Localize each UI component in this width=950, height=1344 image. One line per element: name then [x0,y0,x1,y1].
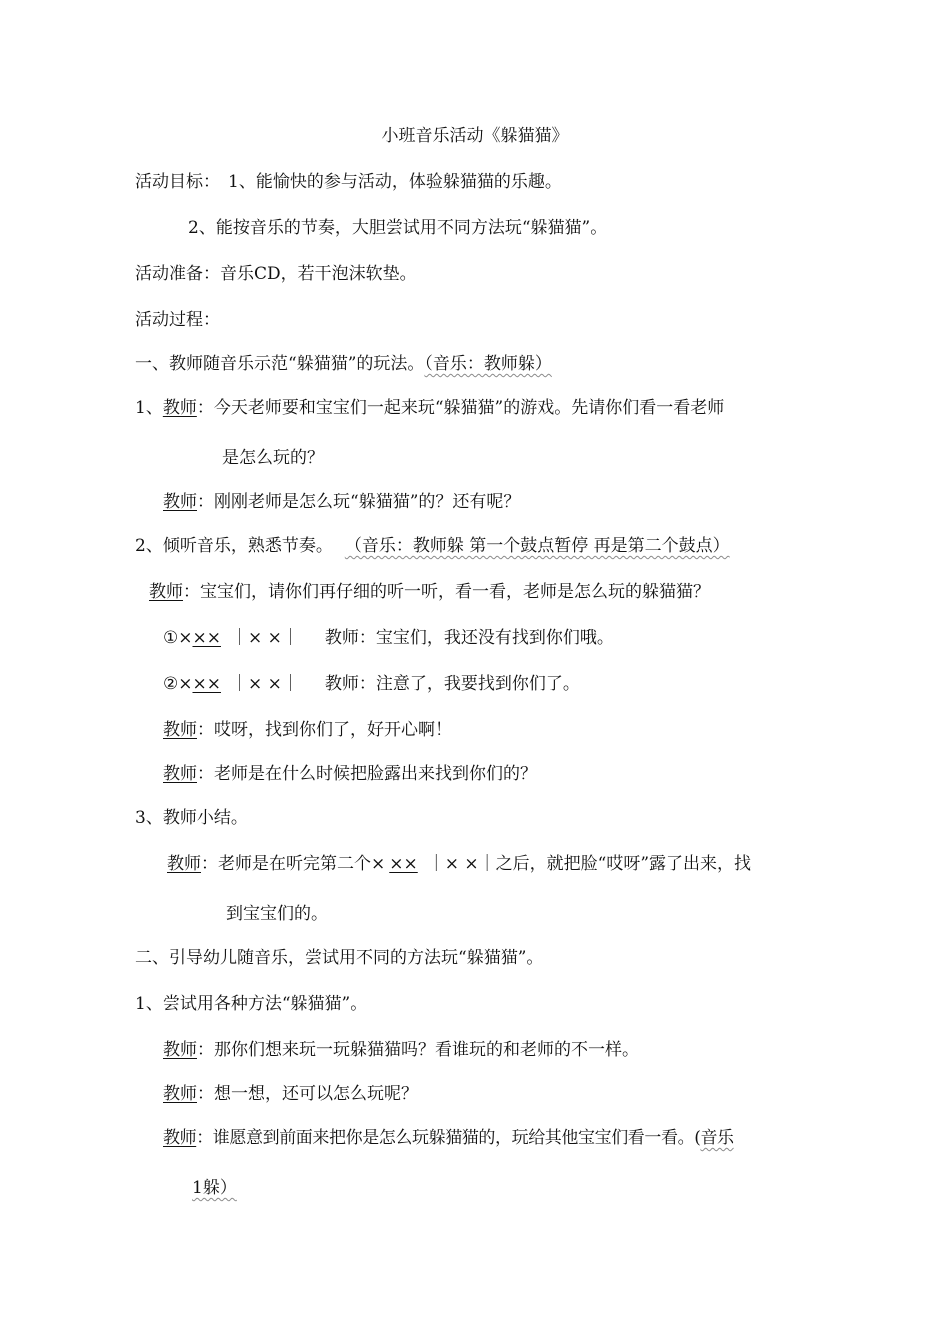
teacher-line-4 [163,718,452,742]
step1-text: ：今天老师要和宝宝们一起来玩“躲猫猫”的游戏。先请你们看一看老师 [196,398,725,418]
rhythm-double-beat: ×× [192,628,221,648]
rhythm-line-2 [163,672,580,696]
teacher-label: 教师 [163,1084,197,1104]
prep-label: 活动准备： [135,264,220,284]
teacher-line-8 [163,1126,734,1150]
teacher-line-2 [163,490,520,514]
rhythm-double-beat: ×× [192,674,221,694]
step1-prefix: 1、 [135,398,163,418]
rhythm-teacher-1: 教师：宝宝们，我还没有找到你们哦。 [324,628,614,648]
teacher-line-3-text: ：宝宝们，请你们再仔细的听一听，看一看，老师是怎么玩的躲猫猫？ [183,582,710,602]
rhythm-teacher-2: 教师：注意了，我要找到你们了。 [324,674,580,694]
page-title: 小班音乐活动《躲猫猫》 [381,126,569,146]
summary-text-a: ：老师是在听完第二个× [201,854,386,874]
teacher-line-5-text: ：老师是在什么时候把脸露出来找到你们的？ [197,764,537,784]
goal-item-2: 2、能按音乐的节奏，大胆尝试用不同方法玩“躲猫猫”。 [188,218,608,238]
line8-music-note: 音乐 [700,1128,734,1148]
rhythm-rest: ｜× ×｜ [230,628,299,648]
teacher-label: 教师 [163,720,197,740]
teacher-label: 教师 [162,398,197,418]
teacher-line-5 [163,762,537,786]
step2-music-note: （音乐：教师躲 第一个鼓点暂停 再是第二个鼓点） [344,536,730,556]
teacher-line-4-text: ：哎呀，找到你们了，好开心啊！ [197,720,452,740]
process-label: 活动过程： [135,310,220,330]
prep-text: 音乐CD，若干泡沫软垫。 [220,264,417,284]
summary-text-b: ｜× ×｜之后，就把脸“哎呀”露了出来，找 [427,854,752,874]
step1-line [135,396,724,420]
teacher-label: 教师 [149,582,183,602]
part2-step1: 1、尝试用各种方法“躲猫猫”。 [135,994,368,1014]
teacher-line-7 [163,1082,418,1106]
rhythm-mark-2: ②× [163,674,193,694]
teacher-line-3 [149,580,710,604]
teacher-label: 教师 [167,854,201,874]
part1-heading: 一、教师随音乐示范“躲猫猫”的玩法。 [135,354,425,374]
step3-line: 3、教师小结。 [135,808,248,828]
rhythm-double-beat: ×× [389,854,418,874]
teacher-label: 教师 [163,764,197,784]
teacher-line-6-text: ：那你们想来玩一玩躲猫猫吗？看谁玩的和老师的不一样。 [197,1040,639,1060]
teacher-label: 教师 [163,492,197,512]
part1-music-note: （音乐：教师躲） [424,354,552,374]
teacher-line-7-text: ：想一想，还可以怎么玩呢？ [197,1084,418,1104]
goal-line-1 [135,170,562,194]
summary-continuation: 到宝宝们的。 [226,904,328,924]
step1-continuation: 是怎么玩的？ [222,448,324,468]
prep-line [135,262,417,286]
teacher-label: 教师 [163,1040,197,1060]
goal-item-1: 1、能愉快的参与活动，体验躲猫猫的乐趣。 [228,172,562,192]
line8-music-continuation: 1躲） [192,1178,237,1198]
teacher-line-2-text: ：刚刚老师是怎么玩“躲猫猫”的？还有呢？ [197,492,521,512]
summary-line [167,852,751,876]
teacher-label: 教师 [163,1128,197,1148]
teacher-line-8-text: ：谁愿意到前面来把你是怎么玩躲猫猫的，玩给其他宝宝们看一看。( [196,1128,701,1148]
rhythm-line-1 [163,626,614,650]
part2-heading: 二、引导幼儿随音乐，尝试用不同的方法玩“躲猫猫”。 [135,948,544,968]
teacher-line-6 [163,1038,639,1062]
part1-heading-line [135,352,552,376]
goal-label: 活动目标： [135,172,220,192]
step2-line [135,534,730,558]
rhythm-mark-1: ①× [163,628,193,648]
step2-text: 2、倾听音乐，熟悉节奏。 [135,536,333,556]
rhythm-rest: ｜× ×｜ [230,674,299,694]
